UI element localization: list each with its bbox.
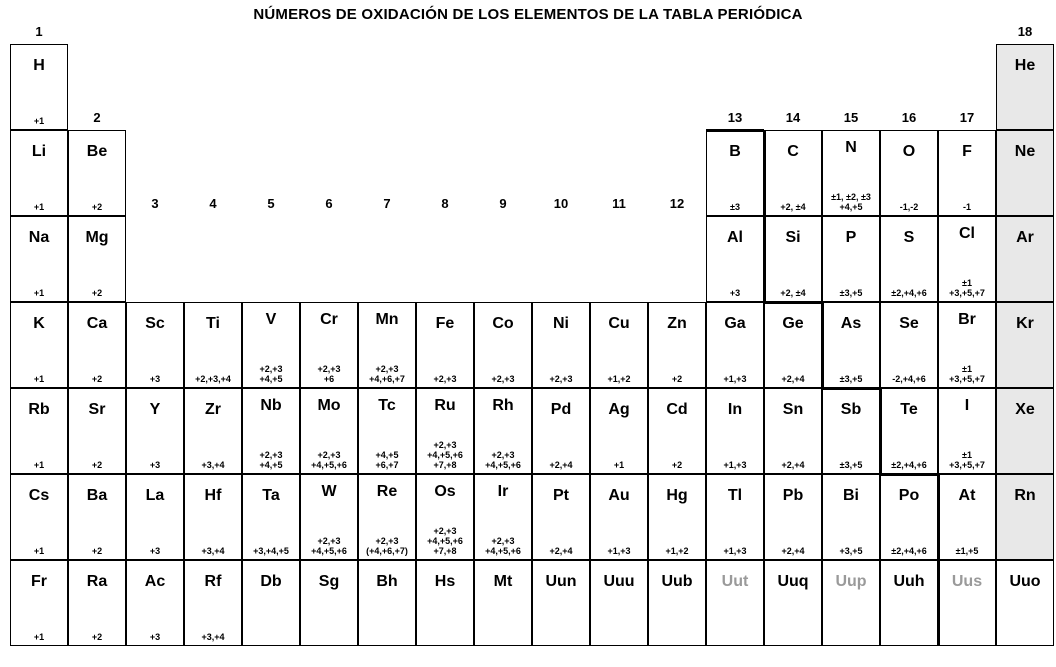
element-oxidation-states: +2,+3 +4,+5,+6 +7,+8 [427, 526, 463, 556]
element-cell[interactable] [474, 474, 532, 560]
element-oxidation-states: +1 [33, 460, 45, 470]
element-oxidation-states: +3 [149, 460, 161, 470]
element-symbol: Y [149, 401, 161, 418]
element-oxidation-states: -1,-2 [899, 202, 919, 212]
element-symbol: Be [86, 143, 108, 160]
element-cell[interactable] [938, 474, 996, 560]
element-symbol: Cs [28, 487, 50, 504]
element-cell[interactable] [590, 474, 648, 560]
element-oxidation-states: +1,+2 [665, 546, 689, 556]
element-symbol: Hf [204, 487, 222, 504]
element-symbol: Si [785, 229, 801, 246]
element-cell[interactable] [358, 302, 416, 388]
element-cell[interactable] [706, 130, 764, 216]
element-symbol: La [145, 487, 165, 504]
element-cell[interactable] [126, 474, 184, 560]
element-cell[interactable] [996, 216, 1054, 302]
element-cell[interactable] [416, 560, 474, 646]
element-cell[interactable] [10, 216, 68, 302]
element-oxidation-states: +1 [33, 546, 45, 556]
element-cell[interactable] [126, 388, 184, 474]
element-symbol: Na [28, 229, 50, 246]
group-number-header: 1 [35, 24, 43, 39]
group-number-header: 17 [959, 110, 975, 125]
element-oxidation-states: +4,+5 +6,+7 [375, 450, 399, 470]
group-number-header: 12 [669, 196, 685, 211]
element-cell[interactable] [764, 216, 822, 302]
element-cell[interactable] [10, 130, 68, 216]
element-oxidation-states: ±1 +3,+5,+7 [949, 278, 985, 298]
element-symbol: Cd [666, 401, 688, 418]
element-oxidation-states: +3,+5 [839, 546, 863, 556]
element-symbol: Te [900, 401, 918, 418]
element-symbol: Pt [553, 487, 569, 504]
element-symbol: Uun [545, 573, 577, 590]
element-oxidation-states: +2,+3 +4,+5,+6 [485, 536, 521, 556]
element-cell[interactable] [822, 474, 880, 560]
element-symbol: He [1014, 57, 1036, 74]
element-cell[interactable] [590, 560, 648, 646]
element-cell[interactable] [764, 560, 822, 646]
element-symbol: Zn [667, 315, 687, 332]
element-cell[interactable] [300, 388, 358, 474]
element-oxidation-states: +2, ±4 [780, 202, 806, 212]
metalloid-divider-line [821, 302, 824, 388]
element-oxidation-states: +1,+3 [723, 460, 747, 470]
group-number-header: 8 [441, 196, 449, 211]
element-oxidation-states: +2,+3 [433, 374, 457, 384]
element-cell[interactable] [474, 302, 532, 388]
element-symbol: Xe [1015, 401, 1035, 418]
element-cell[interactable] [938, 388, 996, 474]
element-oxidation-states: +1,+2 [607, 374, 631, 384]
element-oxidation-states: -2,+4,+6 [892, 374, 926, 384]
element-symbol: H [33, 57, 45, 74]
element-oxidation-states: +3,+4 [201, 546, 225, 556]
element-oxidation-states: +2 [91, 546, 103, 556]
element-cell[interactable] [184, 302, 242, 388]
element-symbol: Sr [88, 401, 106, 418]
element-cell[interactable] [68, 130, 126, 216]
element-cell[interactable] [126, 302, 184, 388]
element-symbol: Ne [1014, 143, 1036, 160]
element-cell[interactable] [648, 560, 706, 646]
element-symbol: W [321, 483, 337, 500]
element-cell[interactable] [880, 474, 938, 560]
element-symbol: Mo [317, 397, 341, 414]
element-symbol: B [729, 143, 741, 160]
element-cell[interactable] [242, 302, 300, 388]
element-oxidation-states: +2,+4 [781, 460, 805, 470]
element-cell[interactable] [184, 388, 242, 474]
element-symbol: Ac [144, 573, 166, 590]
element-cell[interactable] [68, 388, 126, 474]
element-symbol: Uus [951, 573, 983, 590]
element-symbol: Au [608, 487, 630, 504]
element-cell[interactable] [648, 302, 706, 388]
element-oxidation-states: +2,+4 [549, 460, 573, 470]
element-symbol: Br [958, 311, 976, 328]
element-oxidation-states: +1 [33, 632, 45, 642]
element-cell[interactable] [10, 44, 68, 130]
element-symbol: In [727, 401, 743, 418]
element-cell[interactable] [416, 388, 474, 474]
element-oxidation-states: +2 [91, 374, 103, 384]
element-cell[interactable] [532, 302, 590, 388]
element-symbol: Ni [553, 315, 569, 332]
element-symbol: Rb [28, 401, 50, 418]
element-symbol: Ca [86, 315, 108, 332]
element-cell[interactable] [996, 44, 1054, 130]
element-symbol: Pd [550, 401, 572, 418]
element-oxidation-states: ±3,+5 [839, 460, 863, 470]
group-number-header: 10 [553, 196, 569, 211]
element-oxidation-states: +3 [149, 374, 161, 384]
element-symbol: Hs [434, 573, 456, 590]
element-cell[interactable] [706, 474, 764, 560]
metalloid-divider-line [822, 387, 880, 390]
element-symbol: Al [727, 229, 743, 246]
periodic-table-grid [10, 24, 1048, 660]
element-symbol: P [845, 229, 857, 246]
element-cell[interactable] [938, 216, 996, 302]
element-oxidation-states: ±1 +3,+5,+7 [949, 364, 985, 384]
element-cell[interactable] [764, 130, 822, 216]
element-oxidation-states: +2,+3 +4,+5,+6 [311, 450, 347, 470]
element-oxidation-states: +2, ±4 [780, 288, 806, 298]
element-cell[interactable] [996, 474, 1054, 560]
element-cell[interactable] [10, 560, 68, 646]
element-cell[interactable] [938, 130, 996, 216]
element-symbol: Ag [608, 401, 630, 418]
element-cell[interactable] [822, 216, 880, 302]
element-oxidation-states: +2,+3 +4,+5 [259, 364, 283, 384]
element-symbol: Sg [318, 573, 340, 590]
element-cell[interactable] [416, 302, 474, 388]
element-cell[interactable] [880, 302, 938, 388]
group-number-header: 13 [727, 110, 743, 125]
element-symbol: Mn [375, 311, 399, 328]
element-cell[interactable] [68, 560, 126, 646]
element-oxidation-states: +2 [91, 460, 103, 470]
element-cell[interactable] [764, 302, 822, 388]
element-oxidation-states: +2,+3 +4,+5,+6 [485, 450, 521, 470]
element-oxidation-states: +3 [729, 288, 741, 298]
element-symbol: Uup [835, 573, 867, 590]
element-cell[interactable] [996, 388, 1054, 474]
element-oxidation-states: +1 [33, 374, 45, 384]
element-oxidation-states: ±3,+5 [839, 374, 863, 384]
element-symbol: Po [898, 487, 920, 504]
element-oxidation-states: +1,+3 [607, 546, 631, 556]
element-cell[interactable] [68, 216, 126, 302]
element-cell[interactable] [300, 560, 358, 646]
element-cell[interactable] [416, 474, 474, 560]
element-symbol: Tl [727, 487, 743, 504]
element-oxidation-states: +2,+3 [549, 374, 573, 384]
element-oxidation-states: ±3 [730, 202, 740, 212]
element-cell[interactable] [68, 302, 126, 388]
element-oxidation-states: ±1, ±2, ±3 +4,+5 [831, 192, 871, 212]
element-cell[interactable] [706, 216, 764, 302]
element-oxidation-states: +2,+3 +4,+5,+6 +7,+8 [427, 440, 463, 470]
group-number-header: 9 [499, 196, 507, 211]
element-cell[interactable] [996, 302, 1054, 388]
element-cell[interactable] [242, 474, 300, 560]
element-cell[interactable] [938, 302, 996, 388]
element-symbol: S [903, 229, 915, 246]
element-cell[interactable] [532, 560, 590, 646]
element-symbol: Uub [661, 573, 693, 590]
element-symbol: Ra [86, 573, 108, 590]
element-cell[interactable] [996, 130, 1054, 216]
element-symbol: Rf [204, 573, 222, 590]
group-number-header: 14 [785, 110, 801, 125]
element-cell[interactable] [358, 474, 416, 560]
element-symbol: F [962, 143, 972, 160]
element-oxidation-states: +1,+3 [723, 546, 747, 556]
element-oxidation-states: +2 [91, 288, 103, 298]
element-oxidation-states: +2,+4 [549, 546, 573, 556]
element-oxidation-states: +2 [91, 202, 103, 212]
element-symbol: Rh [492, 397, 514, 414]
element-oxidation-states: +2,+4 [781, 546, 805, 556]
element-oxidation-states: ±2,+4,+6 [891, 460, 927, 470]
element-cell[interactable] [590, 388, 648, 474]
element-symbol: Sn [782, 401, 804, 418]
element-cell[interactable] [706, 388, 764, 474]
element-cell[interactable] [242, 388, 300, 474]
element-cell[interactable] [300, 474, 358, 560]
element-symbol: Uut [721, 573, 749, 590]
element-cell[interactable] [822, 302, 880, 388]
group-number-header: 16 [901, 110, 917, 125]
element-cell[interactable] [938, 560, 996, 646]
element-symbol: Re [376, 483, 398, 500]
element-cell[interactable] [10, 474, 68, 560]
element-oxidation-states: ±3,+5 [839, 288, 863, 298]
element-cell[interactable] [648, 388, 706, 474]
group-number-header: 3 [151, 196, 159, 211]
element-cell[interactable] [822, 130, 880, 216]
element-oxidation-states: +2,+3 +6 [317, 364, 341, 384]
element-cell[interactable] [822, 560, 880, 646]
metalloid-divider-line [880, 473, 938, 476]
element-symbol: Ta [262, 487, 280, 504]
element-cell[interactable] [880, 130, 938, 216]
element-symbol: Fr [31, 573, 47, 590]
element-oxidation-states: +3,+4 [201, 632, 225, 642]
element-symbol: N [845, 139, 857, 156]
element-cell[interactable] [300, 302, 358, 388]
element-symbol: C [787, 143, 799, 160]
element-symbol: Db [260, 573, 282, 590]
element-cell[interactable] [532, 388, 590, 474]
element-oxidation-states: +3,+4 [201, 460, 225, 470]
element-cell[interactable] [474, 560, 532, 646]
element-symbol: Ge [782, 315, 804, 332]
element-oxidation-states: +2,+3,+4 [195, 374, 231, 384]
element-symbol: Cl [959, 225, 975, 242]
element-oxidation-states: -1 [962, 202, 971, 212]
element-symbol: Mg [85, 229, 109, 246]
element-oxidation-states: +3 [149, 546, 161, 556]
group-number-header: 18 [1017, 24, 1033, 39]
group-number-header: 7 [383, 196, 391, 211]
element-symbol: Se [899, 315, 919, 332]
element-symbol: Uuq [777, 573, 809, 590]
element-cell[interactable] [242, 560, 300, 646]
element-oxidation-states: +1 [33, 288, 45, 298]
element-oxidation-states: +2,+3 +4,+5 [259, 450, 283, 470]
element-symbol: O [902, 143, 916, 160]
element-oxidation-states: +3,+4,+5 [253, 546, 289, 556]
element-symbol: Sc [145, 315, 165, 332]
group-number-header: 2 [93, 110, 101, 125]
group-number-header: 6 [325, 196, 333, 211]
element-cell[interactable] [764, 388, 822, 474]
element-oxidation-states: ±1,+5 [955, 546, 979, 556]
element-cell[interactable] [358, 388, 416, 474]
element-symbol: Bh [376, 573, 398, 590]
element-cell[interactable] [764, 474, 822, 560]
element-cell[interactable] [358, 560, 416, 646]
element-symbol: As [840, 315, 862, 332]
element-oxidation-states: ±1 +3,+5,+7 [949, 450, 985, 470]
element-symbol: Mt [493, 573, 513, 590]
group-number-header: 5 [267, 196, 275, 211]
element-symbol: Sb [840, 401, 862, 418]
element-cell[interactable] [822, 388, 880, 474]
element-oxidation-states: +2 [91, 632, 103, 642]
element-cell[interactable] [880, 388, 938, 474]
element-symbol: Cr [320, 311, 338, 328]
element-symbol: Ar [1016, 229, 1034, 246]
element-oxidation-states: +2,+3 +4,+6,+7 [369, 364, 405, 384]
element-symbol: Ga [724, 315, 746, 332]
element-cell[interactable] [996, 560, 1054, 646]
element-symbol: Zr [205, 401, 221, 418]
element-oxidation-states: +1 [33, 202, 45, 212]
element-oxidation-states: +2,+3 +4,+5,+6 [311, 536, 347, 556]
element-cell[interactable] [68, 474, 126, 560]
element-symbol: Cu [608, 315, 630, 332]
group-number-header: 4 [209, 196, 217, 211]
element-oxidation-states: +2,+4 [781, 374, 805, 384]
metalloid-divider-line [937, 474, 940, 646]
element-symbol: Ru [434, 397, 456, 414]
element-cell[interactable] [532, 474, 590, 560]
page-title: NÚMEROS DE OXIDACIÓN DE LOS ELEMENTOS DE LA TABLA PERIÓDICA [253, 6, 803, 23]
element-oxidation-states: +2,+3 [491, 374, 515, 384]
element-symbol: Os [434, 483, 456, 500]
element-symbol: Uuo [1009, 573, 1041, 590]
element-cell[interactable] [10, 388, 68, 474]
metalloid-divider-line [763, 130, 766, 302]
element-symbol: Nb [260, 397, 282, 414]
element-oxidation-states: +1,+3 [723, 374, 747, 384]
element-cell[interactable] [126, 560, 184, 646]
element-cell[interactable] [706, 560, 764, 646]
element-cell[interactable] [184, 560, 242, 646]
group-number-header: 15 [843, 110, 859, 125]
element-symbol: I [964, 397, 970, 414]
element-symbol: Li [31, 143, 47, 160]
element-symbol: K [33, 315, 45, 332]
element-symbol: Hg [666, 487, 688, 504]
element-oxidation-states: ±2,+4,+6 [891, 288, 927, 298]
element-cell[interactable] [184, 474, 242, 560]
element-oxidation-states: +1 [613, 460, 625, 470]
element-symbol: Uuu [603, 573, 635, 590]
element-symbol: Co [492, 315, 514, 332]
element-oxidation-states: +1 [33, 116, 45, 126]
metalloid-divider-line [764, 301, 822, 304]
element-cell[interactable] [648, 474, 706, 560]
element-symbol: At [958, 487, 976, 504]
element-oxidation-states: ±2,+4,+6 [891, 546, 927, 556]
element-oxidation-states: +3 [149, 632, 161, 642]
element-cell[interactable] [10, 302, 68, 388]
element-cell[interactable] [880, 560, 938, 646]
element-cell[interactable] [474, 388, 532, 474]
element-symbol: Tc [378, 397, 396, 414]
element-oxidation-states: +2 [671, 374, 683, 384]
element-symbol: Kr [1016, 315, 1034, 332]
element-oxidation-states: +2,+3 (+4,+6,+7) [366, 536, 408, 556]
element-symbol: Fe [435, 315, 455, 332]
element-symbol: Ba [86, 487, 108, 504]
element-oxidation-states: +2 [671, 460, 683, 470]
element-symbol: Uuh [893, 573, 925, 590]
element-symbol: Pb [782, 487, 804, 504]
element-cell[interactable] [590, 302, 648, 388]
element-symbol: Bi [843, 487, 859, 504]
element-symbol: Ti [206, 315, 220, 332]
group-number-header: 11 [612, 196, 626, 211]
metalloid-divider-line [706, 129, 764, 132]
element-symbol: V [265, 311, 277, 328]
element-cell[interactable] [706, 302, 764, 388]
element-symbol: Rn [1014, 487, 1036, 504]
metalloid-divider-line [879, 388, 882, 474]
element-symbol: Ir [497, 483, 509, 500]
element-cell[interactable] [880, 216, 938, 302]
